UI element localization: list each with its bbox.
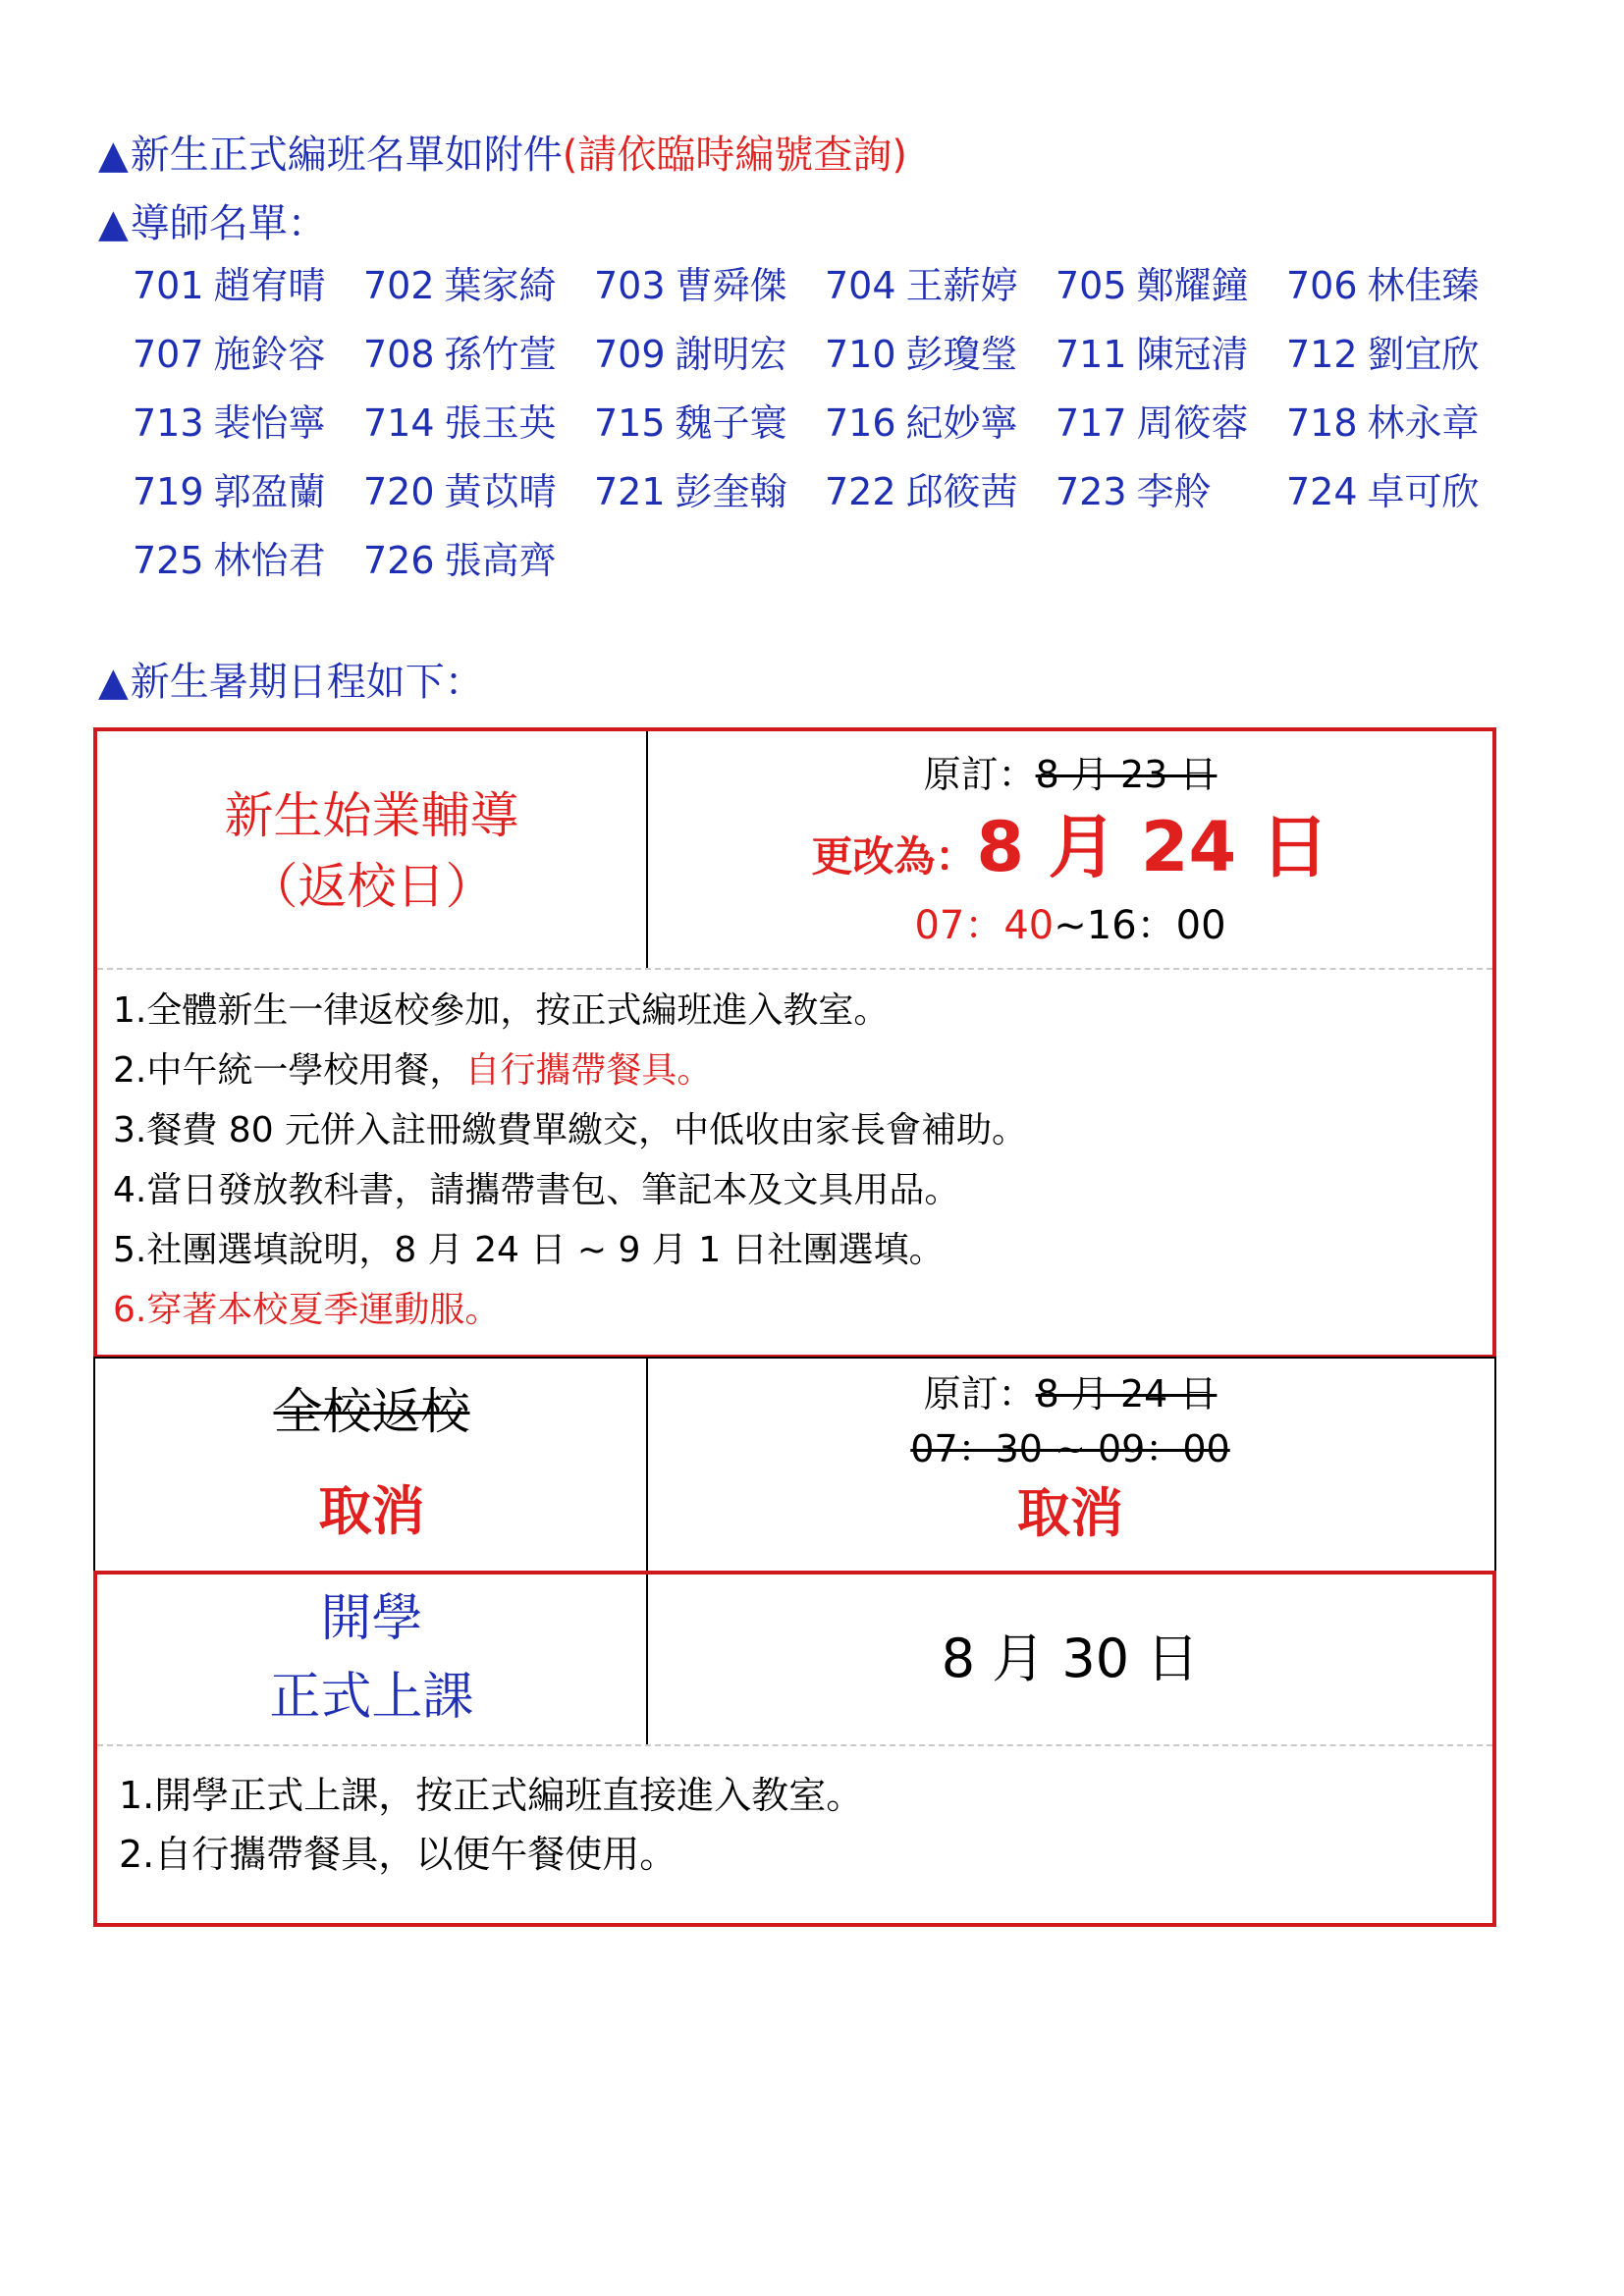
orientation-original: [648, 751, 1492, 798]
orientation-note: [113, 1041, 1027, 1100]
teacher-name: 鄭耀鐘: [1136, 264, 1249, 307]
class-number: 725: [133, 539, 204, 582]
teacher-name: 施鈴容: [213, 333, 326, 376]
note-text: 3.餐費 80 元併入註冊繳費單繳交，中低收由家長會補助。: [113, 1110, 1028, 1150]
teacher-entry: [594, 329, 825, 380]
class-number: 711: [1056, 333, 1127, 376]
teacher-name: 孫竹萱: [444, 333, 557, 376]
school-start-title-line1: 開學: [320, 1589, 423, 1648]
teacher-entry: [594, 466, 825, 517]
class-number: 718: [1286, 401, 1358, 445]
all-school-return-status: 取消: [318, 1480, 425, 1542]
teacher-entry: [1286, 466, 1517, 517]
teacher-entry: [1056, 466, 1286, 517]
orientation-title-line2: （返校日）: [248, 858, 495, 915]
all-school-return-status-right: 取消: [1017, 1482, 1123, 1544]
teacher-name: 謝明宏: [675, 333, 787, 376]
class-number: 710: [825, 333, 896, 376]
teacher-name: 張玉英: [444, 401, 557, 445]
schedule-table: [93, 727, 1496, 1927]
teacher-name: 林佳臻: [1367, 264, 1480, 307]
orientation-note: [113, 1280, 1027, 1340]
note-text: 2.中午統一學校用餐，: [113, 1050, 465, 1091]
school-start-title-line2: 正式上課: [269, 1668, 474, 1727]
teacher-entry: [1286, 260, 1517, 311]
schedule-heading-text: 新生暑期日程如下：: [130, 660, 484, 705]
time-separator: ~: [1054, 903, 1087, 948]
teacher-entry: [1286, 398, 1517, 449]
teacher-entry: [363, 466, 594, 517]
class-number: 719: [133, 470, 204, 513]
teacher-name: 彭奎翰: [675, 470, 787, 513]
teacher-name: 邱筱茜: [905, 470, 1018, 513]
teacher-entry: [1056, 329, 1286, 380]
teacher-entry: [1286, 329, 1517, 380]
class-number: 717: [1056, 401, 1127, 445]
teacher-name: 林永章: [1367, 401, 1480, 445]
teacher-name: 裴怡寧: [213, 401, 326, 445]
changed-date: 8 月 24 日: [976, 807, 1329, 887]
teacher-entry: [363, 329, 594, 380]
teacher-name: 黃苡晴: [444, 470, 557, 513]
row-divider: [97, 968, 1492, 970]
class-list-note: (請依臨時編號查詢): [562, 133, 907, 178]
teacher-entry: [133, 535, 363, 586]
orientation-notes: [113, 981, 1027, 1340]
teacher-entry: [133, 260, 363, 311]
class-number: 708: [363, 333, 435, 376]
orientation-note: [113, 1160, 1027, 1220]
class-number: 714: [363, 401, 435, 445]
triangle-marker-icon: ▲: [98, 133, 129, 178]
triangle-marker-icon: ▲: [98, 660, 129, 705]
note-highlight: 6.穿著本校夏季運動服。: [113, 1290, 501, 1330]
teacher-entry: [133, 466, 363, 517]
all-school-return-original: 原訂：8 月 24 日: [923, 1372, 1218, 1415]
teacher-entry: [594, 260, 825, 311]
changed-label: 更改為：: [811, 832, 977, 881]
original-date: 8 月 23 日: [1035, 753, 1218, 796]
teacher-entry: [594, 398, 825, 449]
all-school-return-title: 全校返校: [273, 1383, 470, 1440]
teacher-name: 魏子寰: [675, 401, 787, 445]
all-school-return-time: 07：30 ~ 09：00: [910, 1427, 1230, 1470]
teacher-name: 郭盈蘭: [213, 470, 326, 513]
teacher-name: 王薪婷: [905, 264, 1018, 307]
class-number: 722: [825, 470, 896, 513]
class-number: 715: [594, 401, 666, 445]
teacher-name: 陳冠清: [1136, 333, 1249, 376]
note-text: 4.當日發放教科書，請攜帶書包、筆記本及文具用品。: [113, 1170, 960, 1210]
schedule-heading: [98, 657, 484, 708]
school-start-note: 2.自行攜帶餐具，以便午餐使用。: [119, 1833, 677, 1876]
teacher-grid: [133, 260, 1507, 586]
teacher-entry: [363, 398, 594, 449]
teacher-name: 曹舜傑: [675, 264, 787, 307]
orientation-title: [97, 780, 646, 922]
orientation-note: [113, 981, 1027, 1041]
class-number: 705: [1056, 264, 1127, 307]
teacher-name: 彭瓊瑩: [905, 333, 1018, 376]
note-text: 5.社團選填說明，8 月 24 日 ~ 9 月 1 日社團選填。: [113, 1230, 945, 1270]
orientation-note: [113, 1220, 1027, 1280]
teacher-entry: [1056, 260, 1286, 311]
class-number: 713: [133, 401, 204, 445]
class-number: 703: [594, 264, 666, 307]
class-number: 702: [363, 264, 435, 307]
orientation-note: [113, 1100, 1027, 1160]
teacher-name: 劉宜欣: [1367, 333, 1480, 376]
teacher-entry: [825, 398, 1056, 449]
teacher-entry: [825, 466, 1056, 517]
class-number: 704: [825, 264, 896, 307]
class-number: 709: [594, 333, 666, 376]
teacher-name: 趙宥晴: [213, 264, 326, 307]
teacher-list-heading: [98, 198, 327, 249]
class-number: 721: [594, 470, 666, 513]
class-number: 712: [1286, 333, 1358, 376]
original-label: 原訂：: [923, 753, 1036, 796]
teacher-name: 周筱蓉: [1136, 401, 1249, 445]
note-text: 1.全體新生一律返校參加，按正式編班進入教室。: [113, 990, 890, 1031]
orientation-title-line1: 新生始業輔導: [224, 787, 519, 844]
teacher-entry: [363, 260, 594, 311]
teacher-entry: [133, 398, 363, 449]
time-end: 16：00: [1086, 903, 1226, 948]
teacher-name: 卓可欣: [1367, 470, 1480, 513]
teacher-name: 紀妙寧: [905, 401, 1018, 445]
school-start-date: 8 月 30 日: [941, 1628, 1200, 1689]
class-number: 706: [1286, 264, 1358, 307]
teacher-entry: [363, 535, 594, 586]
class-list-text: 新生正式編班名單如附件: [130, 133, 563, 178]
teacher-name: 李舲: [1136, 470, 1212, 513]
teacher-name: 葉家綺: [444, 264, 557, 307]
teacher-entry: [133, 329, 363, 380]
class-number: 726: [363, 539, 435, 582]
teacher-entry: [1056, 398, 1286, 449]
school-start-notes: [119, 1766, 863, 1884]
teacher-name: 張高齊: [444, 539, 557, 582]
class-number: 723: [1056, 470, 1127, 513]
class-number: 701: [133, 264, 204, 307]
teacher-name: 林怡君: [213, 539, 326, 582]
school-start-title: [97, 1579, 646, 1736]
school-start-note: 1.開學正式上課，按正式編班直接進入教室。: [119, 1774, 864, 1817]
note-highlight: 自行攜帶餐具。: [464, 1050, 713, 1091]
triangle-marker-icon: ▲: [98, 201, 129, 246]
orientation-time: [648, 900, 1492, 951]
teacher-list-text: 導師名單：: [130, 201, 327, 246]
time-start: 07：40: [914, 903, 1055, 948]
row-divider: [97, 1744, 1492, 1746]
teacher-entry: [825, 329, 1056, 380]
teacher-entry: [825, 260, 1056, 311]
class-number: 716: [825, 401, 896, 445]
class-list-heading: [98, 130, 907, 181]
class-number: 720: [363, 470, 435, 513]
class-number: 707: [133, 333, 204, 376]
orientation-changed: [648, 804, 1492, 909]
class-number: 724: [1286, 470, 1358, 513]
